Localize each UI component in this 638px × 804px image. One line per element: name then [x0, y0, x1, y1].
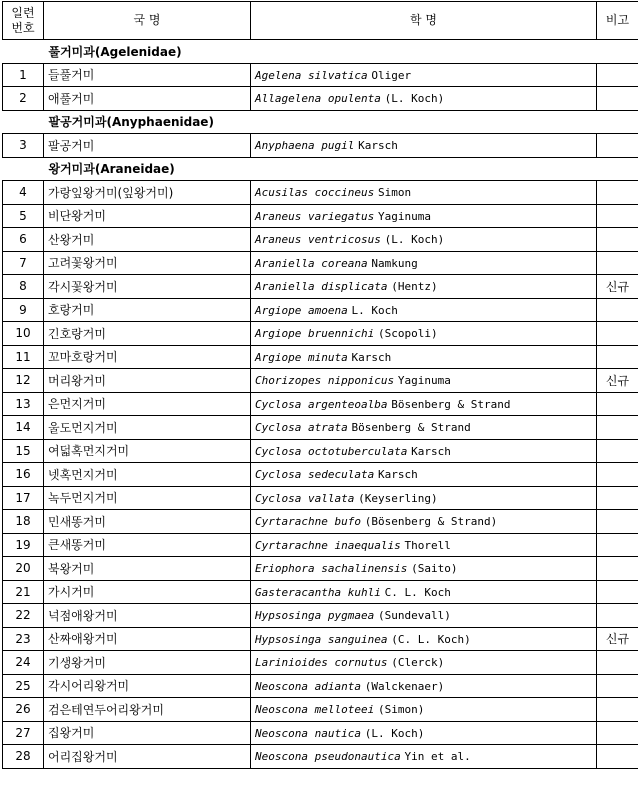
serial-number-cell: 1 — [3, 63, 44, 87]
serial-number-cell: 15 — [3, 439, 44, 463]
note-cell — [597, 134, 638, 158]
header-note: 비고 — [597, 2, 638, 40]
species-author: Karsch — [411, 444, 451, 458]
serial-number-cell: 2 — [3, 87, 44, 111]
scientific-name-cell — [251, 698, 597, 722]
family-name: 왕거미과(Araneidae) — [3, 157, 638, 181]
species-author: (Sundevall) — [378, 609, 451, 623]
korean-name-cell: 울도먼지거미 — [44, 416, 251, 440]
note-cell — [597, 674, 638, 698]
family-name: 풀거미과(Agelenidae) — [3, 40, 638, 64]
species-binomial: Agelena silvatica — [255, 68, 368, 82]
serial-number-cell: 11 — [3, 345, 44, 369]
table-body — [3, 40, 638, 769]
species-author: C. L. Koch — [384, 585, 451, 599]
scientific-name-cell — [251, 416, 597, 440]
note-cell: 신규 — [597, 627, 638, 651]
serial-number-cell: 5 — [3, 204, 44, 228]
table-row — [3, 439, 638, 463]
species-author: Bösenberg & Strand — [391, 397, 511, 411]
header-scientific-name: 학 명 — [251, 2, 597, 40]
species-author: (Scopoli) — [378, 327, 438, 341]
korean-name-cell: 큰새똥거미 — [44, 533, 251, 557]
scientific-name-cell — [251, 627, 597, 651]
species-author: (L. Koch) — [384, 92, 445, 106]
scientific-name-cell — [251, 298, 597, 322]
species-binomial: Argiope minuta — [255, 350, 348, 364]
species-binomial: Neoscona pseudonautica — [255, 750, 401, 764]
species-author: Oliger — [371, 68, 412, 82]
korean-name-cell: 넉점애왕거미 — [44, 604, 251, 628]
scientific-name-cell — [251, 439, 597, 463]
korean-name-cell: 넷혹먼지거미 — [44, 463, 251, 487]
species-author: Yin et al. — [404, 750, 471, 764]
species-binomial: Neoscona melloteei — [255, 703, 375, 717]
table-row — [3, 322, 638, 346]
korean-name-cell: 은먼지거미 — [44, 392, 251, 416]
scientific-name-cell — [251, 510, 597, 534]
korean-name-cell: 꼬마호랑거미 — [44, 345, 251, 369]
note-cell — [597, 87, 638, 111]
note-cell — [597, 63, 638, 87]
species-author: (Walckenaer) — [364, 679, 445, 693]
species-binomial: Cyrtarachne bufo — [255, 515, 361, 529]
species-author: Simon — [378, 186, 412, 200]
scientific-name-cell — [251, 275, 597, 299]
species-binomial: Cyrtarachne inaequalis — [255, 538, 401, 552]
korean-name-cell: 민새똥거미 — [44, 510, 251, 534]
scientific-name-cell — [251, 87, 597, 111]
note-cell — [597, 580, 638, 604]
header-korean-name: 국 명 — [44, 2, 251, 40]
serial-number-cell: 25 — [3, 674, 44, 698]
table-row — [3, 721, 638, 745]
species-author: Thorell — [404, 538, 451, 552]
species-author: (C. L. Koch) — [391, 632, 471, 646]
note-cell — [597, 228, 638, 252]
table-row — [3, 416, 638, 440]
scientific-name-cell — [251, 369, 597, 393]
serial-number-cell: 19 — [3, 533, 44, 557]
family-row — [3, 40, 638, 64]
table-row — [3, 463, 638, 487]
korean-name-cell: 머리왕거미 — [44, 369, 251, 393]
scientific-name-cell — [251, 604, 597, 628]
korean-name-cell: 비단왕거미 — [44, 204, 251, 228]
scientific-name-cell — [251, 721, 597, 745]
species-binomial: Anyphaena pugil — [255, 139, 355, 153]
note-cell — [597, 651, 638, 675]
species-author: L. Koch — [351, 303, 398, 317]
serial-number-cell: 27 — [3, 721, 44, 745]
species-binomial: Cyclosa atrata — [255, 421, 348, 435]
korean-name-cell: 기생왕거미 — [44, 651, 251, 675]
table-row — [3, 275, 638, 299]
note-cell — [597, 416, 638, 440]
family-name: 팔공거미과(Anyphaenidae) — [3, 110, 638, 134]
species-binomial: Larinioides cornutus — [255, 656, 388, 670]
species-author: (Keyserling) — [358, 491, 438, 505]
note-cell — [597, 439, 638, 463]
note-cell — [597, 463, 638, 487]
table-row — [3, 580, 638, 604]
table-row — [3, 533, 638, 557]
scientific-name-cell — [251, 204, 597, 228]
note-cell — [597, 251, 638, 275]
serial-number-cell: 14 — [3, 416, 44, 440]
serial-number-cell: 20 — [3, 557, 44, 581]
note-cell — [597, 322, 638, 346]
species-binomial: Cyclosa argenteoalba — [255, 397, 388, 411]
note-cell — [597, 345, 638, 369]
table-row — [3, 392, 638, 416]
korean-name-cell: 고려꽃왕거미 — [44, 251, 251, 275]
table-row — [3, 486, 638, 510]
species-binomial: Argiope amoena — [255, 303, 348, 317]
note-cell — [597, 533, 638, 557]
korean-name-cell: 각시어리왕거미 — [44, 674, 251, 698]
note-cell — [597, 392, 638, 416]
note-cell — [597, 557, 638, 581]
species-binomial: Araneus variegatus — [255, 209, 375, 223]
scientific-name-cell — [251, 651, 597, 675]
species-author: Karsch — [358, 139, 398, 153]
serial-number-cell: 26 — [3, 698, 44, 722]
note-cell — [597, 181, 638, 205]
table-row — [3, 228, 638, 252]
scientific-name-cell — [251, 345, 597, 369]
korean-name-cell: 어리집왕거미 — [44, 745, 251, 769]
note-cell — [597, 604, 638, 628]
table-row — [3, 204, 638, 228]
korean-name-cell: 산왕거미 — [44, 228, 251, 252]
note-cell — [597, 698, 638, 722]
species-author: (Simon) — [378, 703, 425, 717]
scientific-name-cell — [251, 134, 597, 158]
korean-name-cell: 녹두먼지거미 — [44, 486, 251, 510]
scientific-name-cell — [251, 580, 597, 604]
species-binomial: Argiope bruennichi — [255, 327, 375, 341]
korean-name-cell: 각시꽃왕거미 — [44, 275, 251, 299]
table-row — [3, 87, 638, 111]
serial-number-cell: 4 — [3, 181, 44, 205]
table-row — [3, 557, 638, 581]
species-binomial: Eriophora sachalinensis — [255, 562, 408, 576]
scientific-name-cell — [251, 486, 597, 510]
serial-number-cell: 24 — [3, 651, 44, 675]
species-author: Yaginuma — [397, 374, 451, 388]
korean-name-cell: 들풀거미 — [44, 63, 251, 87]
note-cell — [597, 510, 638, 534]
species-author: Bösenberg & Strand — [351, 421, 471, 435]
table-row — [3, 745, 638, 769]
serial-number-cell: 10 — [3, 322, 44, 346]
table-row — [3, 627, 638, 651]
table-header-row — [3, 2, 638, 40]
table-row — [3, 298, 638, 322]
korean-name-cell: 산짜애왕거미 — [44, 627, 251, 651]
scientific-name-cell — [251, 322, 597, 346]
serial-number-cell: 17 — [3, 486, 44, 510]
scientific-name-cell — [251, 63, 597, 87]
scientific-name-cell — [251, 228, 597, 252]
species-binomial: Neoscona adianta — [255, 679, 361, 693]
scientific-name-cell — [251, 181, 597, 205]
serial-number-cell: 6 — [3, 228, 44, 252]
note-cell — [597, 486, 638, 510]
table-row — [3, 181, 638, 205]
table-row — [3, 651, 638, 675]
scientific-name-cell — [251, 392, 597, 416]
species-binomial: Allagelena opulenta — [255, 92, 381, 106]
korean-name-cell: 검은테연두어리왕거미 — [44, 698, 251, 722]
table-row — [3, 510, 638, 534]
note-cell — [597, 745, 638, 769]
scientific-name-cell — [251, 463, 597, 487]
family-row — [3, 110, 638, 134]
species-table — [2, 1, 638, 769]
korean-name-cell: 여덟혹먼지거미 — [44, 439, 251, 463]
scientific-name-cell — [251, 674, 597, 698]
serial-number-cell: 18 — [3, 510, 44, 534]
scientific-name-cell — [251, 251, 597, 275]
serial-number-cell: 22 — [3, 604, 44, 628]
serial-number-cell: 13 — [3, 392, 44, 416]
header-serial-number: 일련 번호 — [3, 2, 44, 40]
species-author: Yaginuma — [378, 209, 432, 223]
species-binomial: Acusilas coccineus — [255, 186, 375, 200]
serial-number-cell: 28 — [3, 745, 44, 769]
species-binomial: Chorizopes nipponicus — [255, 374, 395, 388]
korean-name-cell: 팔공거미 — [44, 134, 251, 158]
note-cell — [597, 204, 638, 228]
serial-number-cell: 3 — [3, 134, 44, 158]
korean-name-cell: 북왕거미 — [44, 557, 251, 581]
species-author: (Clerck) — [391, 656, 445, 670]
note-cell: 신규 — [597, 369, 638, 393]
species-binomial: Hypsosinga sanguinea — [255, 632, 388, 646]
serial-number-cell: 8 — [3, 275, 44, 299]
table-row — [3, 134, 638, 158]
korean-name-cell: 가시거미 — [44, 580, 251, 604]
table-row — [3, 345, 638, 369]
species-author: (Saito) — [411, 562, 458, 576]
species-author: (Hentz) — [391, 280, 438, 294]
table-row — [3, 674, 638, 698]
korean-name-cell: 집왕거미 — [44, 721, 251, 745]
table-row — [3, 369, 638, 393]
serial-number-cell: 12 — [3, 369, 44, 393]
species-author: Karsch — [351, 350, 392, 364]
table-row — [3, 604, 638, 628]
scientific-name-cell — [251, 557, 597, 581]
species-author: Namkung — [371, 256, 418, 270]
korean-name-cell: 애풀거미 — [44, 87, 251, 111]
serial-number-cell: 21 — [3, 580, 44, 604]
species-binomial: Cyclosa vallata — [255, 491, 355, 505]
species-binomial: Cyclosa sedeculata — [255, 468, 375, 482]
serial-number-cell: 16 — [3, 463, 44, 487]
note-cell: 신규 — [597, 275, 638, 299]
korean-name-cell: 긴호랑거미 — [44, 322, 251, 346]
species-binomial: Hypsosinga pygmaea — [255, 609, 375, 623]
species-author: (L. Koch) — [384, 233, 445, 247]
serial-number-cell: 7 — [3, 251, 44, 275]
korean-name-cell: 호랑거미 — [44, 298, 251, 322]
species-binomial: Araneus ventricosus — [255, 233, 381, 247]
species-author: (L. Koch) — [364, 726, 425, 740]
scientific-name-cell — [251, 533, 597, 557]
species-binomial: Araniella coreana — [255, 256, 368, 270]
species-author: Karsch — [378, 468, 418, 482]
scientific-name-cell — [251, 745, 597, 769]
species-author: (Bösenberg & Strand) — [364, 515, 498, 529]
species-binomial: Araniella displicata — [255, 280, 388, 294]
species-binomial: Cyclosa octotuberculata — [255, 444, 408, 458]
species-binomial: Neoscona nautica — [255, 726, 361, 740]
note-cell — [597, 298, 638, 322]
table-row — [3, 698, 638, 722]
table-row — [3, 63, 638, 87]
serial-number-cell: 9 — [3, 298, 44, 322]
serial-number-cell: 23 — [3, 627, 44, 651]
family-row — [3, 157, 638, 181]
korean-name-cell: 가랑잎왕거미(잎왕거미) — [44, 181, 251, 205]
table-row — [3, 251, 638, 275]
species-binomial: Gasteracantha kuhli — [255, 585, 381, 599]
note-cell — [597, 721, 638, 745]
